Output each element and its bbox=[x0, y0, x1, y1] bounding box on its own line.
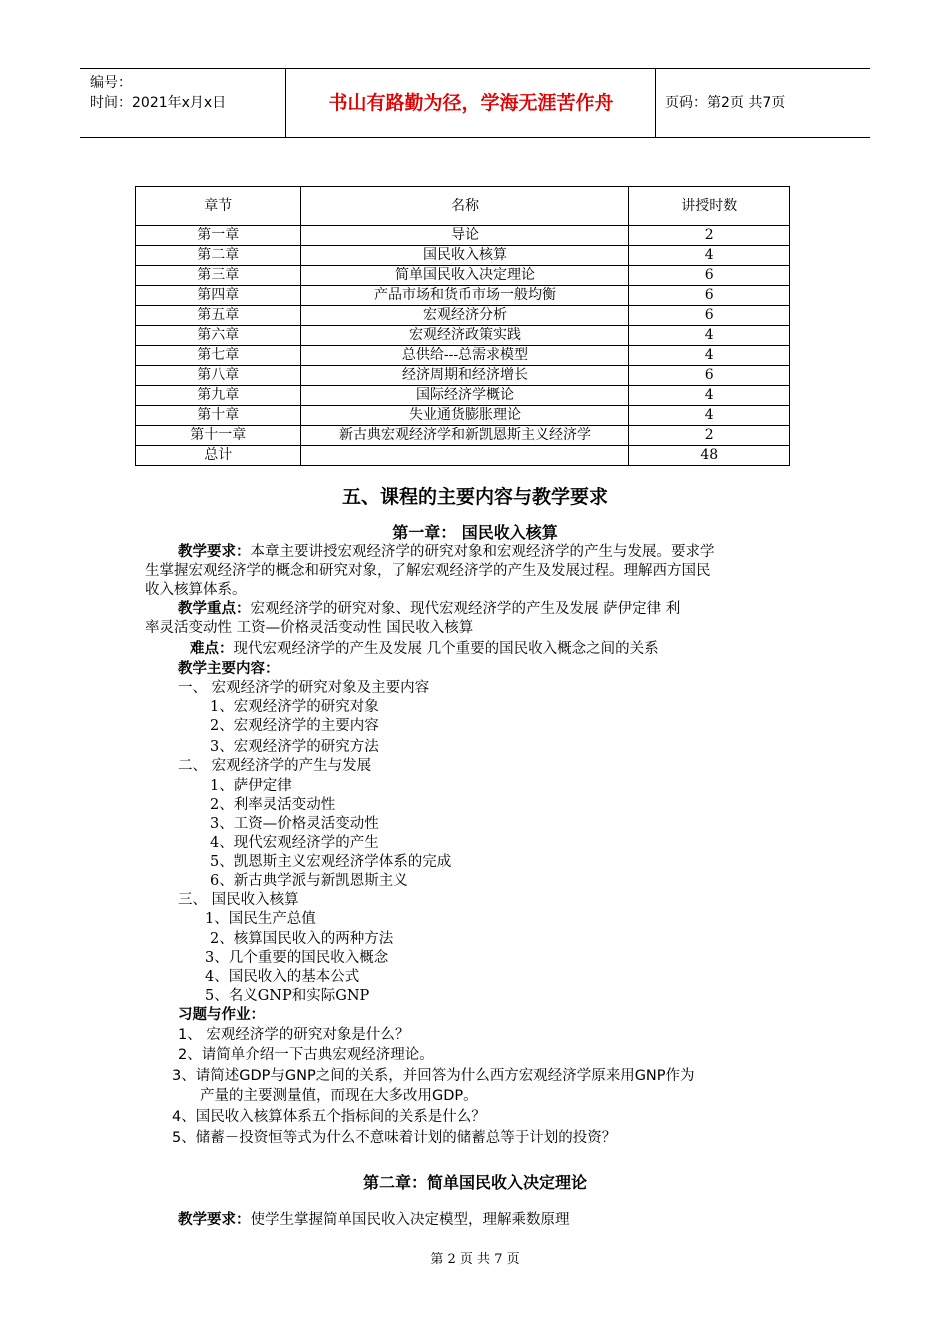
column-header: 讲授时数 bbox=[629, 187, 790, 226]
homework-label: 习题与作业： bbox=[178, 1007, 265, 1023]
table-cell: 第三章 bbox=[136, 266, 301, 286]
header-page-info: 页码：第2页 共7页 bbox=[665, 95, 786, 111]
table-cell: 第六章 bbox=[136, 326, 301, 346]
chapter2-requirement bbox=[178, 1211, 570, 1230]
date-label: 时间：2021年x月x日 bbox=[90, 95, 227, 111]
table-cell: 6 bbox=[629, 366, 790, 386]
outline-item: 1、国民生产总值 bbox=[205, 911, 316, 927]
table-cell: 第九章 bbox=[136, 386, 301, 406]
requirement-text: 生掌握宏观经济学的概念和研究对象，了解宏观经济学的产生及发展过程。理解西方国民 bbox=[145, 563, 711, 579]
table-cell: 4 bbox=[629, 246, 790, 266]
table-row bbox=[136, 406, 790, 426]
chapter2-title: 第二章：简单国民收入决定理论 bbox=[362, 1173, 587, 1192]
table-cell bbox=[301, 446, 629, 466]
homework-item: 4、国民收入核算体系五个指标间的关系是什么？ bbox=[172, 1109, 486, 1125]
table-cell: 6 bbox=[629, 286, 790, 306]
table-cell: 4 bbox=[629, 326, 790, 346]
focus-text: 宏观经济学的研究对象、现代宏观经济学的产生及发展 萨伊定律 利 bbox=[250, 601, 681, 617]
page-header bbox=[80, 68, 870, 138]
table-row bbox=[136, 286, 790, 306]
column-header: 名称 bbox=[301, 187, 629, 226]
table-cell: 第五章 bbox=[136, 306, 301, 326]
table-cell: 4 bbox=[629, 406, 790, 426]
table-cell: 6 bbox=[629, 306, 790, 326]
homework-item: 1、 宏观经济学的研究对象是什么？ bbox=[178, 1027, 410, 1043]
table-cell: 2 bbox=[629, 226, 790, 246]
table-cell: 第二章 bbox=[136, 246, 301, 266]
schedule-table bbox=[135, 186, 790, 466]
table-row bbox=[136, 346, 790, 366]
table-cell: 2 bbox=[629, 426, 790, 446]
table-cell: 4 bbox=[629, 346, 790, 366]
focus-label: 教学重点： bbox=[178, 601, 251, 617]
homework-item: 3、请简述GDP与GNP之间的关系，并回答为什么西方宏观经济学原来用GNP作为 bbox=[172, 1068, 695, 1084]
table-cell: 6 bbox=[629, 266, 790, 286]
difficulty-label: 难点： bbox=[190, 641, 234, 657]
outline-item: 2、核算国民收入的两种方法 bbox=[210, 931, 394, 947]
table-cell: 导论 bbox=[301, 226, 629, 246]
table-row bbox=[136, 366, 790, 386]
code-label: 编号： bbox=[90, 75, 132, 91]
difficulty bbox=[190, 640, 659, 659]
table-cell: 总供给---总需求模型 bbox=[301, 346, 629, 366]
table-row bbox=[136, 266, 790, 286]
requirement-label: 教学要求： bbox=[178, 1212, 251, 1228]
table-row bbox=[136, 426, 790, 446]
table-cell: 失业通货膨胀理论 bbox=[301, 406, 629, 426]
outline-item: 5、名义GNP和实际GNP bbox=[205, 988, 370, 1004]
table-cell: 总计 bbox=[136, 446, 301, 466]
header-motto: 书山有路勤为径，学海无涯苦作舟 bbox=[328, 92, 614, 114]
table-cell: 第十章 bbox=[136, 406, 301, 426]
table-cell: 第七章 bbox=[136, 346, 301, 366]
table-cell: 新古典宏观经济学和新凯恩斯主义经济学 bbox=[301, 426, 629, 446]
outline-heading: 二、 宏观经济学的产生与发展 bbox=[178, 758, 372, 774]
outline-item: 4、国民收入的基本公式 bbox=[205, 969, 360, 985]
table-cell: 经济周期和经济增长 bbox=[301, 366, 629, 386]
table-cell: 第十一章 bbox=[136, 426, 301, 446]
teaching-requirement bbox=[178, 543, 715, 562]
section-title: 五、课程的主要内容与教学要求 bbox=[341, 486, 608, 508]
outline-item: 2、利率灵活变动性 bbox=[210, 797, 336, 813]
requirement-text: 本章主要讲授宏观经济学的研究对象和宏观经济学的产生与发展。要求学 bbox=[250, 544, 715, 560]
homework-item: 2、请简单介绍一下古典宏观经济理论。 bbox=[178, 1047, 434, 1063]
header-meta bbox=[90, 73, 226, 113]
outline-item: 3、工资—价格灵活变动性 bbox=[210, 816, 379, 832]
homework-item-continued: 产量的主要测量值，而现在大多改用GDP。 bbox=[200, 1088, 478, 1104]
table-row bbox=[136, 446, 790, 466]
requirement-label: 教学要求： bbox=[178, 544, 251, 560]
table-cell: 第一章 bbox=[136, 226, 301, 246]
table-row bbox=[136, 246, 790, 266]
column-header: 章节 bbox=[136, 187, 301, 226]
table-cell: 产品市场和货币市场一般均衡 bbox=[301, 286, 629, 306]
outline-item: 2、宏观经济学的主要内容 bbox=[210, 718, 379, 734]
outline-item: 1、宏观经济学的研究对象 bbox=[210, 699, 379, 715]
table-cell: 48 bbox=[629, 446, 790, 466]
table-header-row bbox=[136, 187, 790, 226]
outline-item: 3、宏观经济学的研究方法 bbox=[210, 739, 379, 755]
focus-text: 率灵活变动性 工资—价格灵活变动性 国民收入核算 bbox=[145, 620, 474, 636]
difficulty-text: 现代宏观经济学的产生及发展 几个重要的国民收入概念之间的关系 bbox=[233, 641, 659, 657]
table-cell: 宏观经济分析 bbox=[301, 306, 629, 326]
outline-heading: 一、 宏观经济学的研究对象及主要内容 bbox=[178, 680, 430, 696]
requirement-text: 使学生掌握简单国民收入决定模型，理解乘数原理 bbox=[250, 1212, 570, 1228]
table-cell: 宏观经济政策实践 bbox=[301, 326, 629, 346]
outline-item: 3、几个重要的国民收入概念 bbox=[205, 950, 389, 966]
table-cell: 第四章 bbox=[136, 286, 301, 306]
outline-heading: 三、 国民收入核算 bbox=[178, 892, 299, 908]
page-footer: 第 2 页 共 7 页 bbox=[430, 1252, 520, 1267]
header-divider bbox=[655, 69, 656, 137]
table-cell: 国际经济学概论 bbox=[301, 386, 629, 406]
table-cell: 简单国民收入决定理论 bbox=[301, 266, 629, 286]
requirement-text: 收入核算体系。 bbox=[145, 582, 247, 598]
table-cell: 第八章 bbox=[136, 366, 301, 386]
outline-item: 5、凯恩斯主义宏观经济学体系的完成 bbox=[210, 854, 452, 870]
teaching-focus bbox=[178, 600, 680, 619]
table-row bbox=[136, 226, 790, 246]
table-row bbox=[136, 326, 790, 346]
chapter1-title: 第一章： 国民收入核算 bbox=[392, 523, 558, 542]
outline-item: 6、新古典学派与新凯恩斯主义 bbox=[210, 873, 408, 889]
outline-item: 1、萨伊定律 bbox=[210, 778, 292, 794]
table-row bbox=[136, 386, 790, 406]
outline-item: 4、现代宏观经济学的产生 bbox=[210, 835, 379, 851]
content-label: 教学主要内容： bbox=[178, 661, 280, 677]
homework-item: 5、储蓄－投资恒等式为什么不意味着计划的储蓄总等于计划的投资？ bbox=[172, 1130, 617, 1146]
table-cell: 4 bbox=[629, 386, 790, 406]
table-row bbox=[136, 306, 790, 326]
table-cell: 国民收入核算 bbox=[301, 246, 629, 266]
